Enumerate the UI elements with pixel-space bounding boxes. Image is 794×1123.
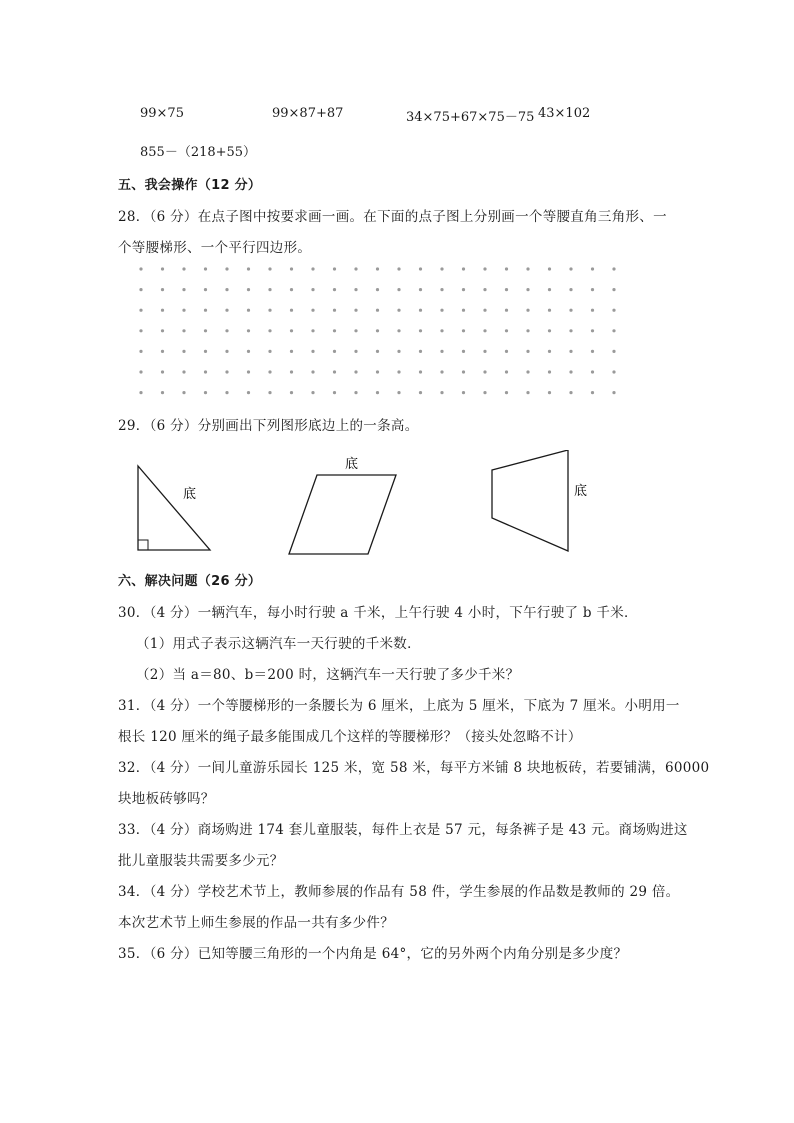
grid-dot (290, 267, 293, 270)
grid-dot (268, 288, 271, 291)
grid-dot (247, 329, 250, 332)
trapezoid-base-label: 底 (574, 484, 588, 499)
q29-line-1: 29．（6 分）分别画出下列图形底边上的一条高。 (118, 418, 419, 434)
grid-dot (548, 350, 551, 353)
grid-dot (354, 391, 357, 394)
grid-dot (591, 267, 594, 270)
grid-dot (376, 288, 379, 291)
parallelogram-base-label: 底 (345, 457, 359, 472)
section-6-title: 六、解决问题（26 分） (118, 574, 262, 589)
grid-dot (225, 288, 228, 291)
grid-dot (591, 288, 594, 291)
grid-dot (591, 391, 594, 394)
grid-dot (247, 309, 250, 312)
grid-dot (354, 267, 357, 270)
q34-line-2: 本次艺术节上师生参展的作品一共有多少件？ (118, 915, 394, 931)
q29-figures (118, 450, 598, 562)
grid-dot (397, 391, 400, 394)
grid-dot (440, 329, 443, 332)
grid-dot (268, 350, 271, 353)
grid-dot (182, 391, 185, 394)
q34-line-1: 34．（4 分）学校艺术节上，教师参展的作品有 58 件，学生参展的作品数是教师的 29 倍。 (118, 884, 680, 900)
grid-dot (505, 329, 508, 332)
grid-dot (440, 288, 443, 291)
grid-dot (569, 329, 572, 332)
grid-dot (225, 329, 228, 332)
grid-dot (569, 288, 572, 291)
grid-dot (182, 309, 185, 312)
grid-dot (376, 370, 379, 373)
calc-item-2: 99×87+87 (272, 106, 344, 121)
grid-dot (462, 350, 465, 353)
grid-dot (526, 391, 529, 394)
grid-dot (419, 288, 422, 291)
calc-item-3: 34×75+67×75－75 (406, 110, 535, 125)
grid-dot (268, 370, 271, 373)
grid-dot (591, 329, 594, 332)
grid-dot (204, 267, 207, 270)
grid-dot (419, 370, 422, 373)
section-5-title: 五、我会操作（12 分） (118, 178, 262, 193)
dot-grid[interactable] (135, 263, 635, 398)
grid-dot (204, 350, 207, 353)
grid-dot (161, 309, 164, 312)
grid-dot (333, 267, 336, 270)
grid-dot (290, 309, 293, 312)
grid-dot (569, 350, 572, 353)
grid-dot (139, 350, 142, 353)
grid-dot (139, 309, 142, 312)
grid-dot (612, 309, 615, 312)
grid-dot (612, 329, 615, 332)
grid-dot (311, 309, 314, 312)
grid-dot (483, 267, 486, 270)
grid-dot (548, 288, 551, 291)
grid-dot (204, 370, 207, 373)
grid-dot (247, 391, 250, 394)
grid-dot (247, 350, 250, 353)
grid-dot (182, 329, 185, 332)
grid-dot (440, 309, 443, 312)
grid-dot (204, 391, 207, 394)
grid-dot (161, 370, 164, 373)
grid-dot (290, 329, 293, 332)
grid-dot (505, 288, 508, 291)
grid-dot (225, 370, 228, 373)
grid-dot (462, 370, 465, 373)
calc-item-5: 855－（218+55） (140, 145, 257, 160)
grid-dot (612, 350, 615, 353)
q33-line-1: 33．（4 分）商场购进 174 套儿童服装，每件上衣是 57 元，每条裤子是 43 元。商场购进这 (118, 822, 688, 838)
grid-dot (268, 309, 271, 312)
grid-dot (139, 288, 142, 291)
grid-dot (333, 391, 336, 394)
grid-dot (440, 267, 443, 270)
grid-dot (569, 391, 572, 394)
grid-dot (548, 391, 551, 394)
grid-dot (268, 329, 271, 332)
grid-dot (290, 350, 293, 353)
q31-line-1: 31．（4 分）一个等腰梯形的一条腰长为 6 厘米，上底为 5 厘米，下底为 7 厘米。小明用一 (118, 698, 680, 714)
grid-dot (139, 391, 142, 394)
grid-dot (139, 370, 142, 373)
grid-dot (526, 288, 529, 291)
grid-dot (591, 370, 594, 373)
q30-sub-2: （2）当 a＝80、b＝200 时，这辆汽车一天行驶了多少千米？ (136, 667, 520, 683)
grid-dot (591, 309, 594, 312)
grid-dot (268, 267, 271, 270)
grid-dot (548, 267, 551, 270)
parallelogram-figure (289, 456, 396, 554)
right-triangle-figure (138, 466, 210, 550)
grid-dot (161, 288, 164, 291)
grid-dot (290, 370, 293, 373)
grid-dot (225, 267, 228, 270)
grid-dot (505, 309, 508, 312)
grid-dot (462, 288, 465, 291)
grid-dot (526, 370, 529, 373)
grid-dot (612, 288, 615, 291)
q30-line-1: 30．（4 分）一辆汽车，每小时行驶 a 千米，上午行驶 4 小时，下午行驶了 b 千米． (118, 605, 638, 621)
grid-dot (225, 309, 228, 312)
grid-dot (612, 267, 615, 270)
grid-dot (440, 370, 443, 373)
grid-dot (569, 370, 572, 373)
grid-dot (462, 391, 465, 394)
grid-dot (462, 267, 465, 270)
grid-dot (483, 370, 486, 373)
grid-dot (225, 391, 228, 394)
grid-dot (397, 350, 400, 353)
grid-dot (354, 288, 357, 291)
q31-line-2: 根长 120 厘米的绳子最多能围成几个这样的等腰梯形？（接头处忽略不计） (118, 729, 582, 745)
grid-dot (483, 329, 486, 332)
grid-dot (333, 309, 336, 312)
grid-dot (419, 329, 422, 332)
grid-dot (333, 288, 336, 291)
grid-dot (505, 350, 508, 353)
grid-dot (505, 391, 508, 394)
q30-sub-1: （1）用式子表示这辆汽车一天行驶的千米数． (136, 636, 421, 652)
grid-dot (462, 329, 465, 332)
grid-dot (419, 267, 422, 270)
grid-dot (247, 288, 250, 291)
grid-dot (247, 370, 250, 373)
grid-dot (333, 350, 336, 353)
grid-dot (526, 350, 529, 353)
calc-item-4: 43×102 (538, 106, 591, 121)
grid-dot (311, 288, 314, 291)
grid-dot (419, 309, 422, 312)
grid-dot (397, 370, 400, 373)
calc-item-1: 99×75 (140, 106, 184, 121)
grid-dot (354, 350, 357, 353)
grid-dot (419, 391, 422, 394)
grid-dot (505, 267, 508, 270)
q32-line-2: 块地板砖够吗？ (118, 791, 215, 807)
grid-dot (161, 329, 164, 332)
grid-dot (182, 288, 185, 291)
grid-dot (548, 309, 551, 312)
grid-dot (397, 309, 400, 312)
grid-dot (290, 288, 293, 291)
grid-dot (204, 288, 207, 291)
q28-line-2: 个等腰梯形、一个平行四边形。 (118, 240, 312, 256)
grid-dot (612, 370, 615, 373)
grid-dot (311, 350, 314, 353)
grid-dot (376, 329, 379, 332)
grid-dot (376, 391, 379, 394)
grid-dot (419, 350, 422, 353)
grid-dot (354, 329, 357, 332)
grid-dot (161, 391, 164, 394)
q35-line-1: 35．（6 分）已知等腰三角形的一个内角是 64°，它的另外两个内角分别是多少度？ (118, 946, 628, 962)
grid-dot (268, 391, 271, 394)
grid-dot (526, 329, 529, 332)
q32-line-1: 32．（4 分）一间儿童游乐园长 125 米，宽 58 米，每平方米铺 8 块地板砖，若要铺满，60000 (118, 760, 710, 776)
grid-dot (182, 370, 185, 373)
grid-dot (311, 370, 314, 373)
grid-dot (290, 391, 293, 394)
grid-dot (161, 350, 164, 353)
grid-dot (483, 350, 486, 353)
grid-dot (311, 329, 314, 332)
grid-dot (483, 391, 486, 394)
grid-dot (247, 267, 250, 270)
grid-dot (548, 370, 551, 373)
grid-dot (139, 267, 142, 270)
grid-dot (333, 329, 336, 332)
grid-dot (548, 329, 551, 332)
grid-dot (526, 309, 529, 312)
grid-dot (376, 267, 379, 270)
grid-dot (333, 370, 336, 373)
grid-dot (182, 350, 185, 353)
grid-dot (569, 309, 572, 312)
grid-dot (483, 288, 486, 291)
grid-dot (225, 350, 228, 353)
grid-dot (139, 329, 142, 332)
grid-dot (376, 309, 379, 312)
grid-dot (440, 350, 443, 353)
grid-dot (397, 288, 400, 291)
grid-dot (397, 329, 400, 332)
grid-dot (440, 391, 443, 394)
grid-dot (182, 267, 185, 270)
grid-dot (462, 309, 465, 312)
q28-line-1: 28．（6 分）在点子图中按要求画一画。在下面的点子图上分别画一个等腰直角三角形、一 (118, 209, 667, 225)
q33-line-2: 批儿童服装共需要多少元？ (118, 853, 284, 869)
grid-dot (376, 350, 379, 353)
grid-dot (569, 267, 572, 270)
grid-dot (397, 267, 400, 270)
grid-dot (612, 391, 615, 394)
triangle-base-label: 底 (183, 487, 197, 502)
grid-dot (505, 370, 508, 373)
grid-dot (311, 267, 314, 270)
grid-dot (354, 309, 357, 312)
grid-dot (204, 309, 207, 312)
grid-dot (591, 350, 594, 353)
grid-dot (354, 370, 357, 373)
grid-dot (204, 329, 207, 332)
trapezoid-figure (492, 450, 587, 551)
grid-dot (526, 267, 529, 270)
grid-dot (161, 267, 164, 270)
grid-dot (483, 309, 486, 312)
grid-dot (311, 391, 314, 394)
